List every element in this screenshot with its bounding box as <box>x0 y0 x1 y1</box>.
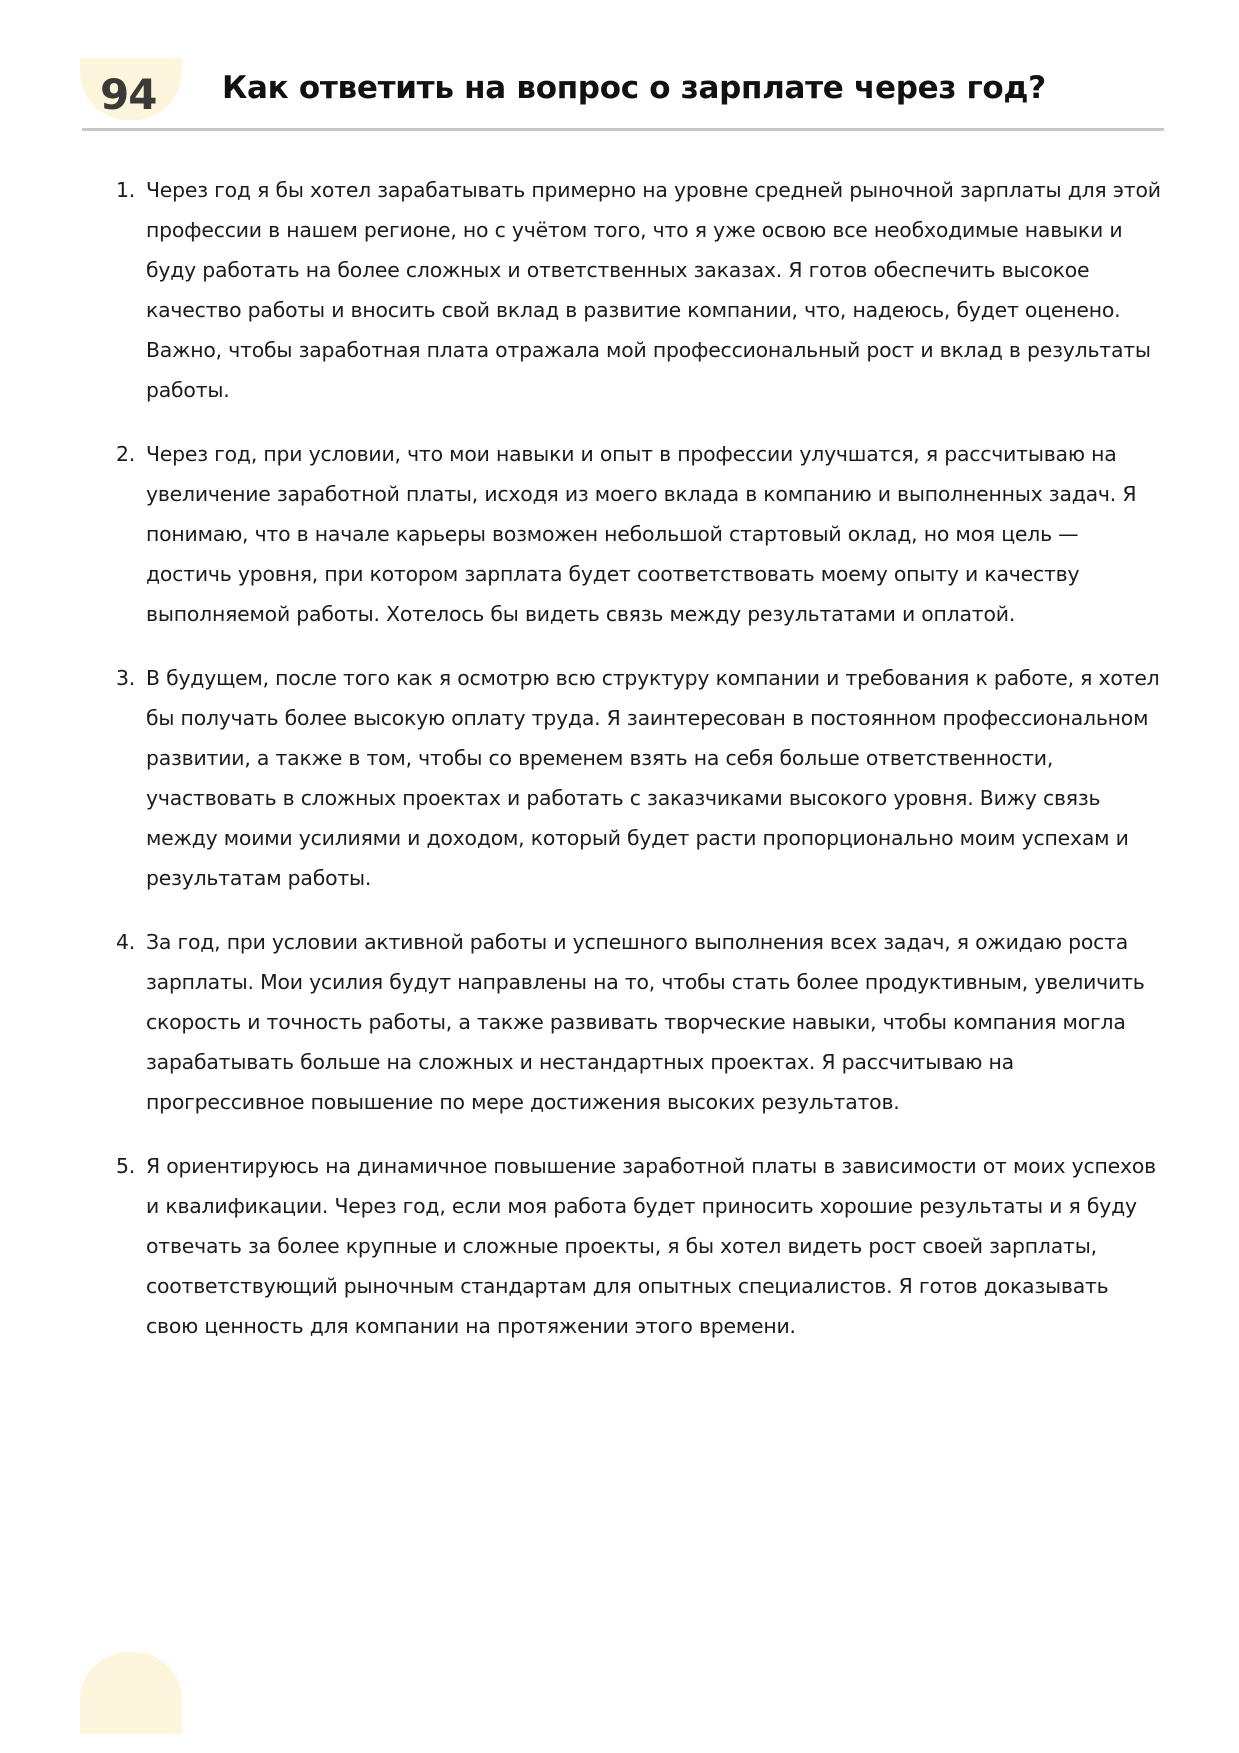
footer-decoration <box>80 1652 182 1734</box>
answer-item-4 <box>116 922 1162 1122</box>
answer-text: За год, при условии активной работы и успешного выполнения всех задач, я ожидаю роста зарплаты. Мои усилия будут направлены на то, чтобы стать более продуктивным, увеличить скорость и точность работы, а также развивать творческие навыки, чтобы компания могла зарабатывать больше на сложных и нестандартных проектах. Я рассчитываю на прогрессивное повышение по мере достижения высоких результатов. <box>146 930 1145 1114</box>
page-title: Как ответить на вопрос о зарплате через год? <box>222 70 1046 106</box>
answer-item-2 <box>116 434 1162 634</box>
answer-text: Через год я бы хотел зарабатывать примерно на уровне средней рыночной зарплаты для этой профессии в нашем регионе, но с учётом того, что я уже освою все необходимые навыки и буду работать на более сложных и ответственных заказах. Я готов обеспечить высокое качество работы и вносить свой вклад в развитие компании, что, надеюсь, будет оценено. Важно, чтобы заработная плата отражала мой профессиональный рост и вклад в результаты работы. <box>146 178 1161 402</box>
answer-number: 1. <box>116 178 136 202</box>
answer-number: 5. <box>116 1154 136 1178</box>
answer-text: Я ориентируюсь на динамичное повышение заработной платы в зависимости от моих успехов и квалификации. Через год, если моя работа будет приносить хорошие результаты и я буду отвечать за более крупные и сложные проекты, я бы хотел видеть рост своей зарплаты, соответствующий рыночным стандартам для опытных специалистов. Я готов доказывать свою ценность для компании на протяжении этого времени. <box>146 1154 1156 1338</box>
answer-item-1 <box>116 170 1162 410</box>
answer-number: 4. <box>116 930 136 954</box>
answer-item-3 <box>116 658 1162 898</box>
page-number: 94 <box>100 70 157 119</box>
answer-list <box>116 170 1162 1370</box>
answer-item-5 <box>116 1146 1162 1346</box>
answer-number: 3. <box>116 666 136 690</box>
page-header <box>82 58 1162 130</box>
answer-text: Через год, при условии, что мои навыки и опыт в профессии улучшатся, я рассчитываю на увеличение заработной платы, исходя из моего вклада в компанию и выполненных задач. Я понимаю, что в начале карьеры возможен небольшой стартовый оклад, но моя цель — достичь уровня, при котором зарплата будет соответствовать моему опыту и качеству выполняемой работы. Хотелось бы видеть связь между результатами и оплатой. <box>146 442 1137 626</box>
answer-text: В будущем, после того как я осмотрю всю структуру компании и требования к работе, я хотел бы получать более высокую оплату труда. Я заинтересован в постоянном профессиональном развитии, а также в том, чтобы со временем взять на себя больше ответственности, участвовать в сложных проектах и работать с заказчиками высокого уровня. Вижу связь между моими усилиями и доходом, который будет расти пропорционально моим успехам и результатам работы. <box>146 666 1160 890</box>
header-divider <box>82 128 1164 131</box>
answer-number: 2. <box>116 442 136 466</box>
